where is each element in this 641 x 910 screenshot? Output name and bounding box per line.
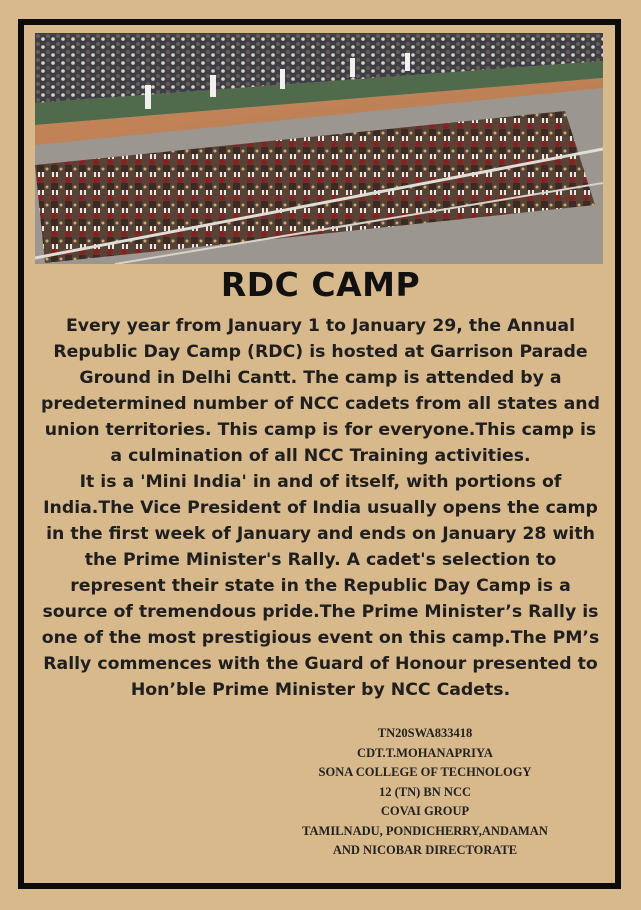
signature-line-4: 12 (TN) BN NCC bbox=[378, 784, 471, 799]
page-title: RDC CAMP bbox=[220, 265, 421, 304]
parade-photo bbox=[35, 33, 603, 264]
signature-line-2: CDT.T.MOHANAPRIYA bbox=[357, 745, 493, 760]
signature-line-7: AND NICOBAR DIRECTORATE bbox=[332, 843, 518, 857]
signature-line-3: SONA COLLEGE OF TECHNOLOGY bbox=[318, 765, 532, 779]
cadet-signature-block bbox=[270, 724, 580, 861]
signature-line-5: COVAI GROUP bbox=[380, 804, 470, 818]
paragraph-1: Every year from January 1 to January 29, the Annual Republic Day Camp (RDC) is hosted at Garrison Parade Ground in Delhi Cantt. The camp is attended by a predetermined number of NCC cadets from all states and union territories. This camp is for everyone.This camp is a culmination of all NCC Training activities. bbox=[41, 316, 600, 466]
article-body bbox=[40, 313, 601, 703]
paragraph-2: It is a 'Mini India' in and of itself, with portions of India.The Vice President of India usually opens the camp in the first week of January and ends on January 28 with the Prime Minister's Rally. A cadet's selection to represent their state in the Republic Day Camp is a source of tremendous pride.The Prime Minister’s Rally is one of the most prestigious event on this camp.The PM’s Rally commences with the Guard of Honour presented to Hon’ble Prime Minister by NCC Cadets. bbox=[41, 472, 600, 700]
signature-line-6: TAMILNADU, PONDICHERRY,ANDAMAN bbox=[302, 823, 548, 838]
signature-line-1: TN20SWA833418 bbox=[377, 726, 473, 740]
